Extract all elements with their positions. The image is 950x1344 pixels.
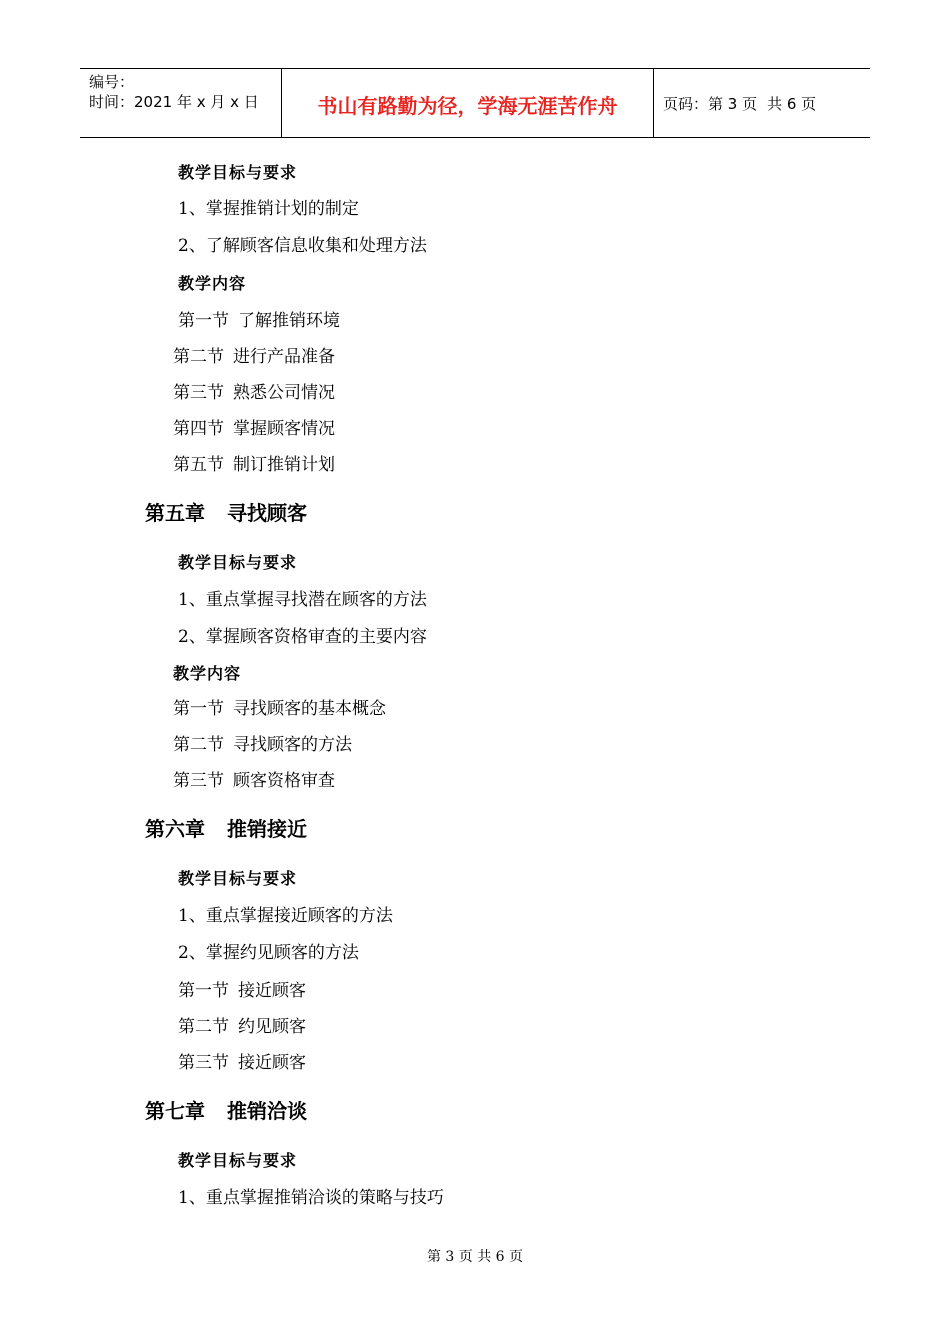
motto-text: 书山有路勤为径，学海无涯苦作舟 [317,94,618,118]
section-item [173,770,335,792]
section-number: 第一节 [178,311,229,331]
section-title: 进行产品准备 [233,347,335,367]
section-heading-content: 教学内容 [178,274,247,293]
header-page-number: 页码：第 3 页 [663,94,758,113]
goal-item: 2、掌握约见顾客的方法 [178,943,359,963]
section-number: 第二节 [178,1017,229,1037]
section-title: 寻找顾客的方法 [233,735,352,755]
section-number: 第一节 [173,699,224,719]
section-number: 第三节 [173,383,224,403]
chapter-heading [145,500,307,526]
page-header [80,68,870,138]
section-heading-goals: 教学目标与要求 [178,553,298,572]
section-title: 寻找顾客的基本概念 [233,699,386,719]
document-date-label: 时间：2021 年 x 月 x 日 [89,93,259,111]
chapter-number: 第七章 [145,1099,205,1123]
chapter-number: 第五章 [145,501,205,525]
section-item [173,382,335,404]
document-number-label: 编号： [89,73,135,91]
section-item [178,1016,306,1038]
section-item [178,1052,306,1074]
header-meta-cell [80,69,282,137]
section-title: 熟悉公司情况 [233,383,335,403]
section-number: 第五节 [173,455,224,475]
chapter-title: 推销洽谈 [227,1099,307,1123]
section-number: 第一节 [178,981,229,1001]
goal-item: 1、重点掌握寻找潜在顾客的方法 [178,590,427,610]
goal-item: 1、重点掌握接近顾客的方法 [178,906,393,926]
section-title: 约见顾客 [238,1017,306,1037]
section-title: 了解推销环境 [238,311,340,331]
goal-item: 1、重点掌握推销洽谈的策略与技巧 [178,1188,444,1208]
section-item [173,698,386,720]
section-heading-content: 教学内容 [173,664,242,683]
page-footer [0,1246,950,1266]
section-item [173,454,335,476]
section-title: 接近顾客 [238,981,306,1001]
section-number: 第二节 [173,347,224,367]
section-heading-goals: 教学目标与要求 [178,869,298,888]
section-heading-goals: 教学目标与要求 [178,1151,298,1170]
section-title: 顾客资格审查 [233,771,335,791]
header-page-total: 共 6 页 [767,94,817,113]
chapter-heading [145,1098,307,1124]
section-item [173,346,335,368]
section-number: 第四节 [173,419,224,439]
header-page-cell [663,69,816,137]
chapter-title: 寻找顾客 [227,501,307,525]
goal-item: 2、了解顾客信息收集和处理方法 [178,236,427,256]
section-number: 第三节 [178,1053,229,1073]
section-item [173,734,352,756]
section-title: 接近顾客 [238,1053,306,1073]
section-item [178,310,340,332]
chapter-number: 第六章 [145,817,205,841]
chapter-title: 推销接近 [227,817,307,841]
section-title: 制订推销计划 [233,455,335,475]
section-item [173,418,335,440]
goal-item: 1、掌握推销计划的制定 [178,199,359,219]
footer-page-number: 第 3 页 共 6 页 [426,1249,524,1265]
section-title: 掌握顾客情况 [233,419,335,439]
section-item [178,980,306,1002]
header-motto-cell [282,69,654,137]
section-number: 第三节 [173,771,224,791]
section-heading-goals: 教学目标与要求 [178,163,298,182]
section-number: 第二节 [173,735,224,755]
chapter-heading [145,816,307,842]
goal-item: 2、掌握顾客资格审查的主要内容 [178,627,427,647]
